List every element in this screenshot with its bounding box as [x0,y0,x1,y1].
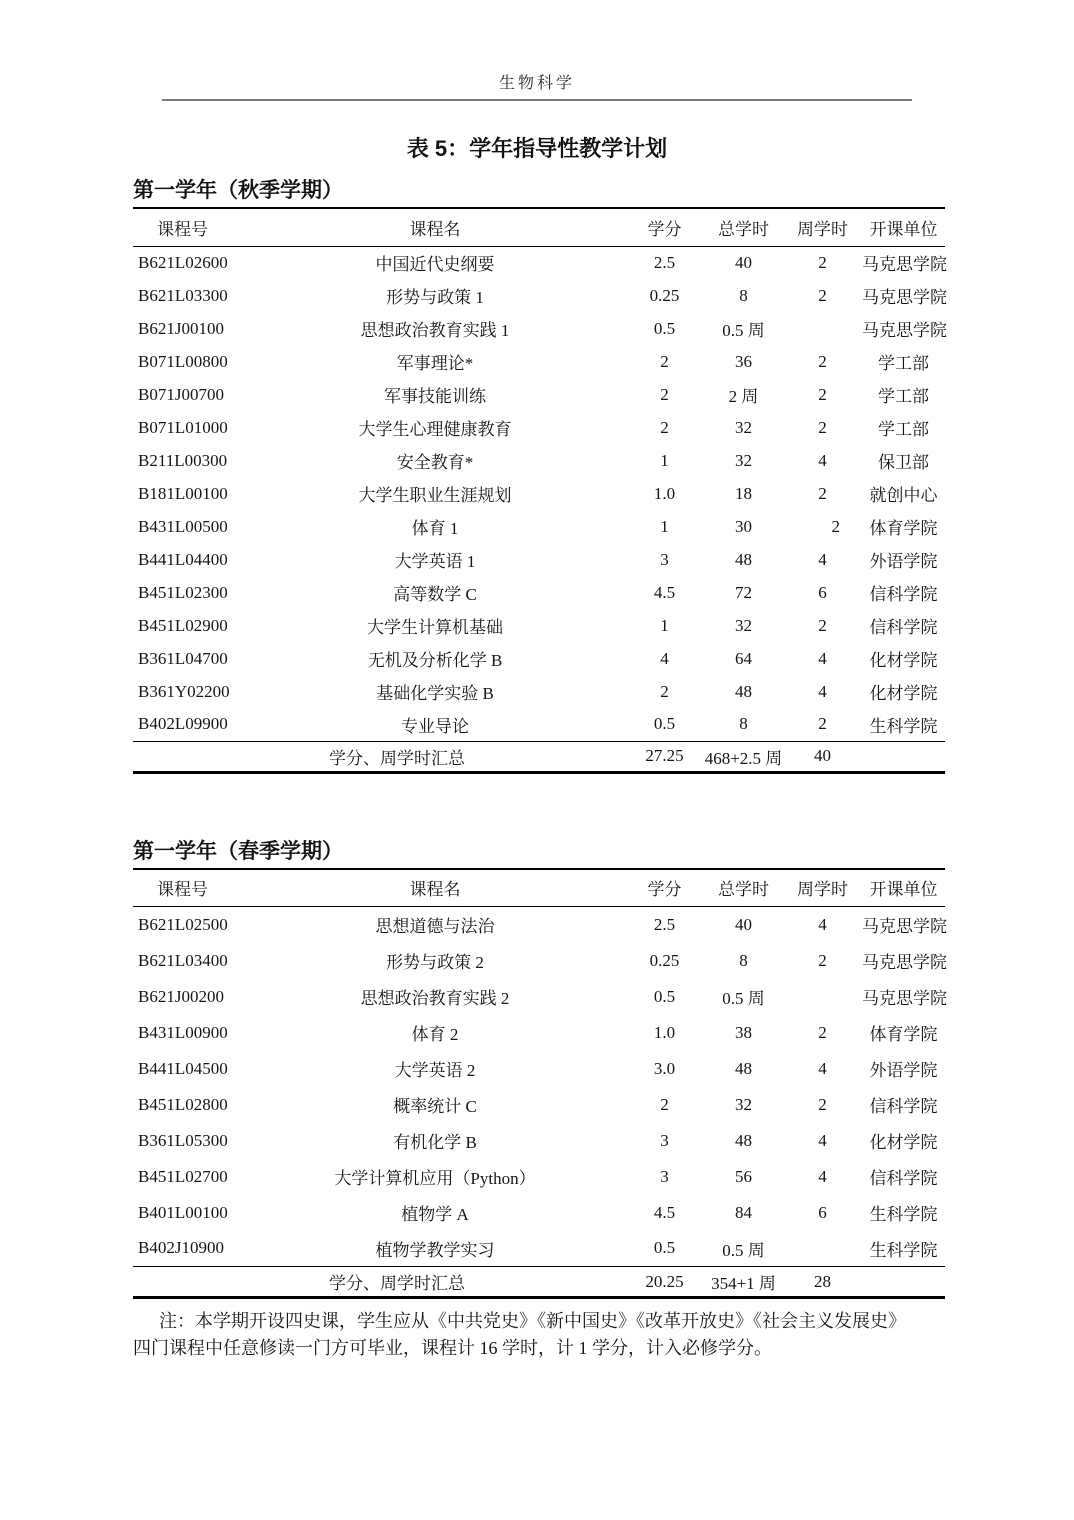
course-hours: 8 [739,950,748,970]
summary-credits: 20.25 [625,1267,704,1298]
program-name: 生物科学 [498,75,575,92]
course-unit: 学工部 [878,420,929,439]
course-credits: 1 [660,450,669,470]
course-code: B181L00100 [138,483,228,503]
course-hours: 0.5 周 [722,989,765,1008]
header-rule [162,99,912,101]
course-row [133,1123,945,1159]
course-weekly: 4 [818,1130,827,1150]
course-code: B441L04400 [138,549,228,569]
course-weekly: 2 [818,950,827,970]
course-unit: 外语学院 [869,1061,938,1080]
summary-weekly: 28 [783,1267,862,1298]
course-credits: 3 [660,1166,669,1186]
course-table-spring [133,868,945,1300]
course-weekly: 6 [818,1202,827,1222]
course-code: B451L02700 [138,1166,228,1186]
course-code: B071J00700 [138,384,224,404]
course-row [133,907,945,943]
course-weekly: 2 [818,1094,827,1114]
course-name: 安全教育* [396,453,474,472]
course-name: 形势与政策 2 [386,953,484,972]
course-row [133,708,945,741]
column-header-weekly: 周学时 [783,869,862,907]
course-hours: 36 [735,351,752,371]
course-name: 形势与政策 1 [386,288,484,307]
course-code: B451L02900 [138,615,228,635]
course-weekly: 2 [818,285,827,305]
course-weekly: 4 [818,549,827,569]
course-name: 思想政治教育实践 2 [360,989,510,1008]
course-row [133,378,945,411]
course-code: B621L03300 [138,285,228,305]
course-name: 大学生心理健康教育 [358,420,512,439]
course-code: B071L00800 [138,351,228,371]
footnote [133,1308,945,1362]
course-code: B211L00300 [138,450,228,470]
course-unit: 马克思学院 [862,288,947,307]
section-spring-semester [133,838,945,1300]
course-credits: 0.5 [653,1238,676,1258]
course-row [133,543,945,576]
course-weekly [783,979,862,1015]
summary-credits: 27.25 [625,741,704,772]
course-row [133,576,945,609]
course-row [133,312,945,345]
course-unit: 化材学院 [869,651,938,670]
column-header-hours: 总学时 [704,208,783,246]
course-credits: 1.0 [653,1022,676,1042]
course-credits: 4.5 [653,1202,676,1222]
course-code: B451L02800 [138,1094,228,1114]
course-unit: 化材学院 [869,1133,938,1152]
course-name: 概率统计 C [393,1097,477,1116]
course-hours: 38 [735,1022,752,1042]
course-name: 体育 1 [411,519,459,538]
page-title: 表 5：学年指导性教学计划 [406,136,668,161]
column-header-name: 课程名 [245,208,625,246]
course-weekly: 2 [818,483,827,503]
course-credits: 4 [660,648,669,668]
course-name: 无机及分析化学 B [367,651,503,670]
course-credits: 2 [660,681,669,701]
course-weekly: 4 [818,1166,827,1186]
section-fall-semester [133,177,945,774]
column-header-code: 课程号 [133,208,245,246]
course-weekly [783,312,862,345]
course-unit: 马克思学院 [862,953,947,972]
course-code: B401L00100 [138,1202,228,1222]
course-weekly: 2 [818,1022,827,1042]
course-row [133,642,945,675]
course-code: B621L03400 [138,950,228,970]
column-header-credits: 学分 [625,869,704,907]
column-header-code: 课程号 [133,869,245,907]
course-name: 大学英语 2 [394,1061,476,1080]
course-row [133,345,945,378]
course-credits: 4.5 [653,582,676,602]
course-hours: 48 [735,681,752,701]
course-unit: 生科学院 [869,1240,938,1260]
course-unit: 信科学院 [869,585,938,604]
course-row [133,510,945,543]
course-name: 中国近代史纲要 [375,255,495,275]
course-credits: 2 [660,417,669,437]
course-unit: 信科学院 [869,618,938,637]
course-row [133,1087,945,1123]
course-code: B361Y02200 [138,681,230,701]
course-row [133,279,945,312]
course-row [133,1195,945,1231]
course-name: 思想道德与法治 [375,917,495,937]
course-hours: 48 [735,1130,752,1150]
table-header-row [133,869,945,907]
course-weekly: 4 [818,648,827,668]
course-code: B071L01000 [138,417,228,437]
course-credits: 3 [660,549,669,569]
column-header-name: 课程名 [245,869,625,907]
summary-row [133,1267,945,1298]
column-header-credits: 学分 [625,208,704,246]
course-name: 军事理论* [396,354,474,373]
course-code: B621J00100 [138,318,224,338]
course-credits: 0.5 [653,986,676,1006]
course-row [133,1159,945,1195]
course-name: 有机化学 B [393,1133,477,1152]
summary-hours: 354+1 周 [704,1267,783,1298]
course-code: B402L09900 [138,714,228,734]
course-unit: 马克思学院 [862,321,947,340]
summary-label: 学分、周学时汇总 [133,741,625,772]
course-row [133,246,945,279]
course-row [133,675,945,708]
course-name: 体育 2 [411,1025,459,1044]
course-credits: 2 [660,384,669,404]
course-unit: 外语学院 [869,552,938,571]
course-hours: 84 [735,1202,752,1222]
course-weekly: 4 [818,681,827,701]
course-row [133,444,945,477]
course-weekly: 6 [818,582,827,602]
course-credits: 1.0 [653,483,676,503]
course-name: 大学英语 1 [394,552,476,571]
course-row [133,1051,945,1087]
course-hours: 48 [735,1058,752,1078]
course-weekly [783,1231,862,1267]
course-name: 大学计算机应用（Python） [334,1169,536,1188]
section-heading-fall: 第一学年（秋季学期） [133,179,343,202]
course-hours: 40 [735,914,752,934]
course-hours: 8 [739,714,748,734]
course-code: B431L00900 [138,1022,228,1042]
course-row [133,943,945,979]
course-name: 大学生计算机基础 [367,618,503,637]
footnote-line-2: 四门课程中任意修读一门方可毕业，课程计 16 学时，计 1 学分，计入必修学分。 [133,1338,772,1358]
course-weekly: 4 [818,450,827,470]
course-unit: 生科学院 [869,1205,938,1224]
course-weekly: 2 [818,351,827,371]
course-weekly: 2 [818,384,827,404]
column-header-unit: 开课单位 [862,869,945,907]
course-unit: 体育学院 [869,519,938,538]
course-hours: 48 [735,549,752,569]
course-row [133,411,945,444]
summary-unit [862,1267,945,1298]
course-unit: 生科学院 [869,716,938,736]
column-header-hours: 总学时 [704,869,783,907]
course-credits: 0.25 [649,285,680,305]
course-weekly: 2 [818,252,827,272]
course-credits: 2 [660,1094,669,1114]
summary-label: 学分、周学时汇总 [133,1267,625,1298]
course-credits: 2.5 [653,252,676,272]
course-unit: 学工部 [878,354,929,373]
course-weekly: 4 [818,1058,827,1078]
course-name: 大学生职业生涯规划 [358,486,512,505]
course-name: 军事技能训练 [384,387,486,406]
course-unit: 体育学院 [869,1025,938,1044]
course-credits: 3 [660,1130,669,1150]
footnote-line-1: 注：本学期开设四史课，学生应从《中共党史》《新中国史》《改革开放史》《社会主义发展史》 [159,1311,906,1331]
course-unit: 就创中心 [869,486,938,505]
summary-weekly: 40 [783,741,862,772]
summary-unit [862,741,945,772]
course-hours: 56 [735,1166,752,1186]
course-unit: 信科学院 [869,1097,938,1116]
course-hours: 30 [735,516,752,536]
course-name: 专业导论 [401,716,469,736]
column-header-unit: 开课单位 [862,208,945,246]
course-code: B621L02600 [138,252,228,272]
section-heading-spring: 第一学年（春季学期） [133,839,343,863]
course-code: B361L05300 [138,1130,228,1150]
course-hours: 32 [735,417,752,437]
course-unit: 马克思学院 [862,917,947,937]
course-unit: 保卫部 [878,453,929,472]
course-row [133,1015,945,1051]
course-row [133,1231,945,1267]
course-credits: 0.25 [649,950,680,970]
course-name: 基础化学实验 B [376,684,494,703]
course-row [133,609,945,642]
course-credits: 0.5 [653,318,676,338]
course-code: B402J10900 [138,1238,224,1258]
course-code: B621L02500 [138,914,228,934]
course-hours: 2 周 [728,387,759,406]
course-hours: 32 [735,450,752,470]
summary-hours: 468+2.5 周 [704,741,783,772]
course-hours: 0.5 周 [722,1240,765,1260]
course-code: B441L04500 [138,1058,228,1078]
course-row [133,477,945,510]
course-hours: 64 [735,648,752,668]
course-weekly: 2 [831,516,840,536]
course-weekly: 2 [818,714,827,734]
course-credits: 0.5 [653,714,676,734]
course-credits: 2 [660,351,669,371]
course-credits: 2.5 [653,914,676,934]
course-credits: 1 [660,615,669,635]
course-credits: 3.0 [653,1058,676,1078]
course-weekly: 2 [818,615,827,635]
course-hours: 32 [735,615,752,635]
course-row [133,979,945,1015]
course-hours: 72 [735,582,752,602]
course-code: B451L02300 [138,582,228,602]
table-header-row [133,208,945,246]
column-header-weekly: 周学时 [783,208,862,246]
course-weekly: 2 [818,417,827,437]
course-code: B621J00200 [138,986,224,1006]
course-name: 思想政治教育实践 1 [360,321,510,340]
running-head [0,0,1074,94]
course-unit: 马克思学院 [862,989,947,1008]
course-credits: 1 [660,516,669,536]
course-table-fall [133,207,945,774]
summary-row [133,741,945,772]
course-hours: 8 [739,285,748,305]
course-name: 植物学教学实习 [375,1240,495,1260]
course-code: B431L00500 [138,516,228,536]
course-unit: 学工部 [878,387,929,406]
course-hours: 18 [735,483,752,503]
course-unit: 信科学院 [869,1169,938,1188]
course-hours: 32 [735,1094,752,1114]
course-name: 高等数学 C [393,585,477,604]
course-unit: 化材学院 [869,684,938,703]
course-weekly: 4 [818,914,827,934]
course-hours: 40 [735,252,752,272]
course-hours: 0.5 周 [722,321,765,340]
course-unit: 马克思学院 [862,255,947,275]
course-code: B361L04700 [138,648,228,668]
course-name: 植物学 A [401,1205,469,1224]
